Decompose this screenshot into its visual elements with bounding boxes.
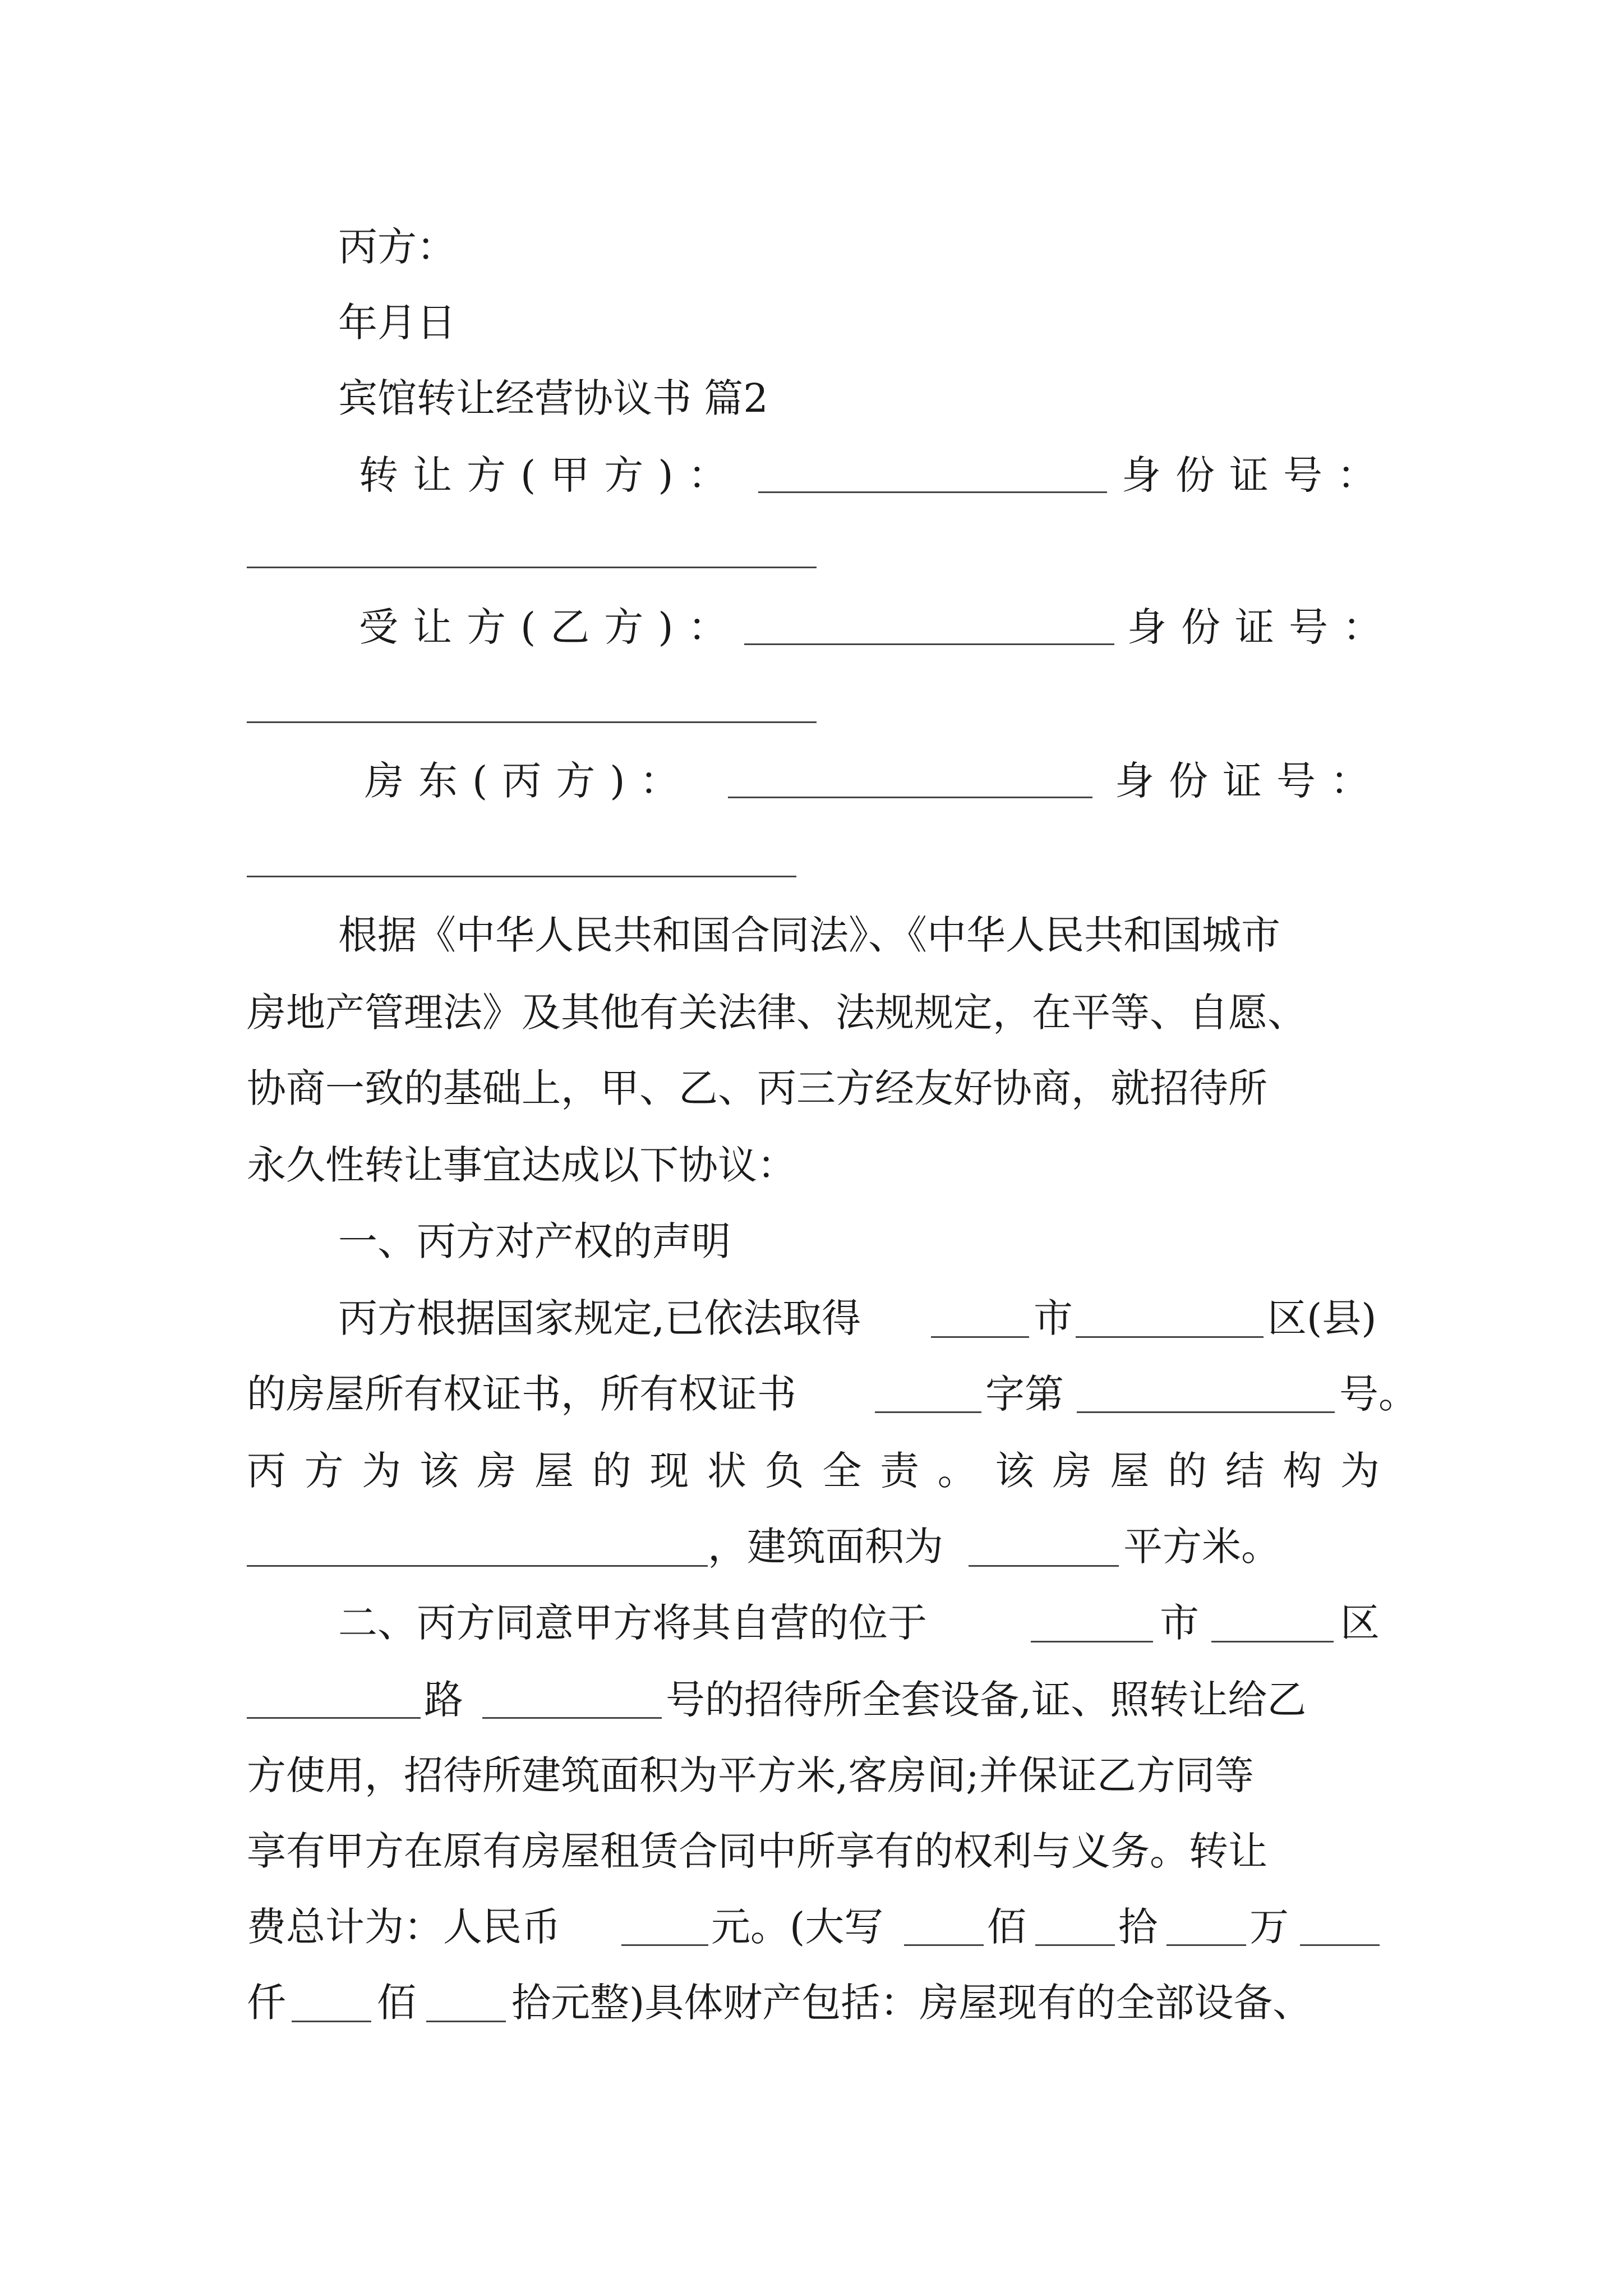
intro-line-3: 协商一致的基础上，甲、乙、丙三方经友好协商，就招待所	[247, 1065, 1267, 1111]
party-c-name-blank	[728, 797, 1092, 798]
section-2-line-1-b: 市	[1160, 1600, 1199, 1646]
section-2-line-1-c: 区	[1340, 1600, 1380, 1646]
section-2-line-2-b: 号的招待所全套设备,证、照转让给乙	[666, 1677, 1307, 1723]
section-1-heading: 一、丙方对产权的声明	[338, 1218, 731, 1264]
section-2-line-5-d: 拾	[1118, 1904, 1158, 1950]
party-a-label: 转让方(甲方)：	[359, 452, 742, 498]
section-1-line-4-a: ，建筑面积为	[708, 1524, 943, 1570]
party-b-id-label: 身份证号：	[1127, 604, 1396, 650]
section-2-line-5-a: 费总计为：人民币	[247, 1904, 561, 1950]
section-2-line-4: 享有甲方在原有房屋租赁合同中所享有的权利与义务。转让	[247, 1828, 1267, 1874]
party-c-id-label: 身份证号：	[1115, 758, 1384, 804]
party-b-label: 受让方(乙方)：	[359, 604, 742, 650]
section-1-line-2-c: 号。	[1339, 1371, 1418, 1417]
party-b-id-blank	[247, 721, 817, 723]
section-2-line-5-e: 万	[1249, 1904, 1289, 1950]
section-1-line-1-c: 区(县)	[1267, 1295, 1377, 1341]
section-1-line-3: 丙方为该房屋的现状负全责。该房屋的结构为	[247, 1448, 1380, 1494]
district-blank	[1076, 1336, 1264, 1338]
party-a-name-blank	[758, 491, 1107, 493]
section-2-line-6-b: 佰	[377, 1980, 416, 2026]
fee-thousand-blank	[1300, 1944, 1380, 1946]
fee-amount-blank	[621, 1944, 708, 1946]
section-2-line-6-c: 拾元整)具体财产包括：房屋现有的全部设备、	[511, 1980, 1312, 2026]
intro-line-2: 房地产管理法》及其他有关法律、法规规定，在平等、自愿、	[247, 990, 1307, 1036]
intro-line-1: 根据《中华人民共和国合同法》、《中华人民共和国城市	[338, 912, 1280, 958]
section-2-line-1-a: 二、丙方同意甲方将其自营的位于	[338, 1600, 927, 1646]
party-a-id-label: 身份证号：	[1122, 452, 1391, 498]
location-district-blank	[1211, 1641, 1334, 1642]
party-c-id-blank	[247, 876, 796, 877]
party-a-id-blank	[247, 567, 817, 568]
document-title: 宾馆转让经营协议书 篇2	[338, 375, 768, 421]
fee-wan-blank	[1166, 1944, 1246, 1946]
section-1-line-1-b: 市	[1034, 1295, 1073, 1341]
certificate-prefix-blank	[875, 1411, 981, 1413]
location-city-blank	[1031, 1641, 1153, 1642]
section-1-line-2-a: 的房屋所有权证书，所有权证书	[247, 1371, 796, 1417]
fee-hundred-blank	[904, 1944, 984, 1946]
certificate-number-blank	[1077, 1411, 1335, 1413]
road-blank	[247, 1717, 421, 1719]
section-1-line-1-a: 丙方根据国家规定,已依法取得	[338, 1295, 861, 1341]
party-c-label: 丙方：	[338, 224, 456, 270]
intro-line-4: 永久性转让事宜达成以下协议：	[247, 1142, 796, 1188]
party-c-owner-label: 房东(丙方)：	[365, 758, 694, 804]
fee-ten-blank	[1035, 1944, 1115, 1946]
party-b-name-blank	[744, 643, 1114, 645]
fee-hundred-yuan-blank	[292, 2021, 371, 2022]
section-2-line-5-b: 元。(大写	[711, 1904, 884, 1950]
section-2-line-5-c: 佰	[987, 1904, 1026, 1950]
section-1-line-2-b: 字第	[985, 1371, 1064, 1417]
date-line: 年月日	[338, 300, 456, 346]
street-number-blank	[482, 1717, 662, 1719]
section-2-line-2-a: 路	[424, 1677, 463, 1723]
city-blank	[931, 1336, 1029, 1338]
area-blank	[969, 1565, 1119, 1567]
structure-blank	[247, 1565, 708, 1567]
fee-ten-yuan-blank	[426, 2021, 506, 2022]
section-1-line-4-b: 平方米。	[1123, 1524, 1280, 1570]
section-2-line-3: 方使用，招待所建筑面积为平方米,客房间;并保证乙方同等	[247, 1752, 1254, 1798]
section-2-line-6-a: 仟	[247, 1980, 286, 2026]
